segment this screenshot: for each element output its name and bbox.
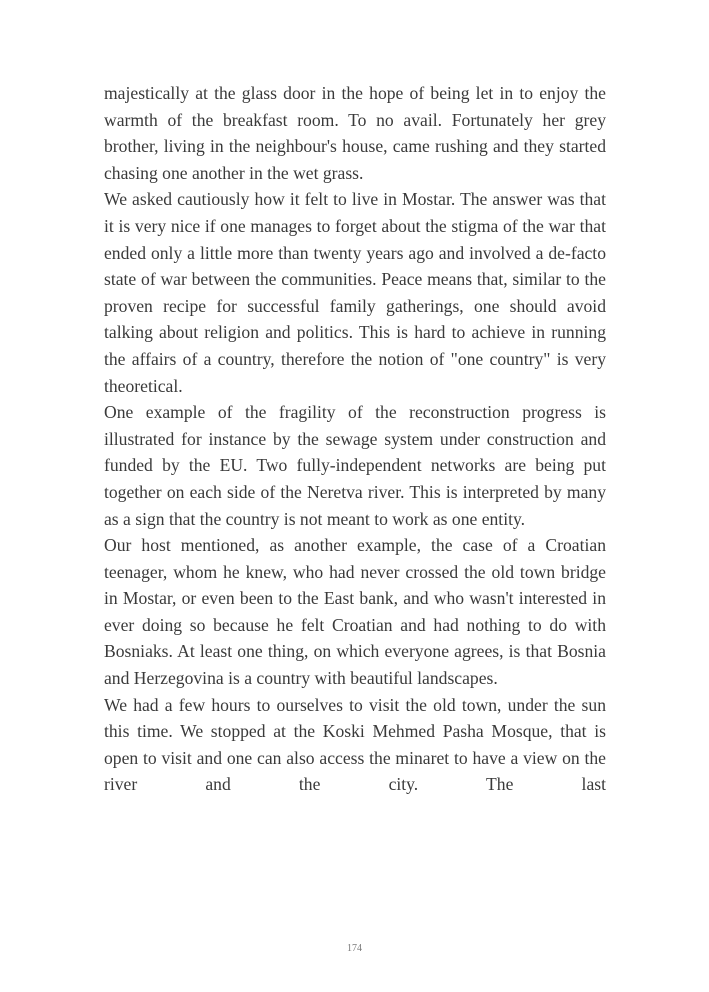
page-number: 174 xyxy=(347,943,362,954)
paragraph-croatian-teenager: Our host mentioned, as another example, the case of a Croatian teenager, whom he knew, who had never crossed the old town bridge in Mostar, or even been to the East bank, and who wasn't interested in ever doing so because he felt Croatian and had nothing to do with Bosniaks. At least one thing, on which everyone agrees, is that Bosnia and Herzegovina is a country with beautiful landscapes. xyxy=(104,535,606,689)
paragraph-cat-continuation: majestically at the glass door in the hope of being let in to enjoy the warmth of the breakfast room. To no avail. Fortunately her grey brother, living in the neighbour's house, came rushing and they started chasing one another in the wet grass. xyxy=(104,83,606,183)
paragraph-living-in-mostar: We asked cautiously how it felt to live in Mostar. The answer was that it is very nice if one manages to forget about the stigma of the war that ended only a little more than twenty years ago and involved a de-facto state of war between the communities. Peace means that, similar to the proven recipe for successful family gatherings, one should avoid talking about religion and politics. This is hard to achieve in running the affairs of a country, therefore the notion of "one country" is very theoretical. xyxy=(104,189,606,396)
body-text xyxy=(104,80,606,798)
paragraph-sewage-system: One example of the fragility of the reconstruction progress is illustrated for instance by the sewage system under construction and funded by the EU. Two fully-independent networks are being put together on each side of the Neretva river. This is interpreted by many as a sign that the country is not meant to work as one entity. xyxy=(104,402,606,529)
paragraph-old-town-visit: We had a few hours to ourselves to visit the old town, under the sun this time. We stopped at the Koski Mehmed Pasha Mosque, that is open to visit and one can also access the minaret to have a view on the river and the city. The last xyxy=(104,694,606,795)
